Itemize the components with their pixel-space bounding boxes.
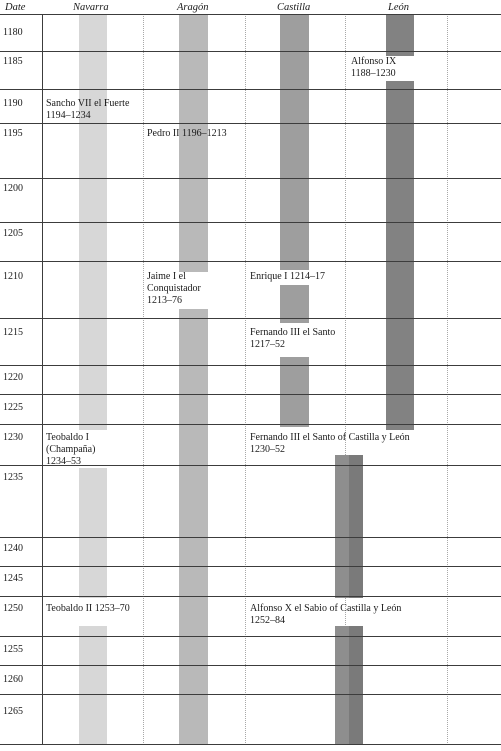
reign-label-teobaldo-i	[46, 432, 95, 468]
reign-dates: 1252–84	[250, 615, 285, 626]
year-label: 1220	[3, 372, 23, 383]
reign-line: Conquistador	[147, 283, 201, 294]
reign-name: Fernando III el Santo of Castilla y León	[250, 432, 410, 443]
year-label: 1200	[3, 183, 23, 194]
year-label: 1185	[3, 56, 23, 67]
year-label: 1260	[3, 674, 23, 685]
row-rule	[0, 744, 501, 745]
reign-name: Alfonso IX	[351, 56, 397, 67]
reign-label-fernando-iii-castilla-leon	[250, 432, 410, 456]
bar-leon-predecessor	[386, 14, 414, 56]
header-navarra: Navarra	[73, 2, 109, 13]
reign-line: Jaime I el	[147, 271, 186, 282]
reign-text: Pedro II 1196–1213	[147, 128, 227, 139]
row-rule	[0, 394, 501, 395]
year-label: 1195	[3, 128, 23, 139]
reign-line: (Champaña)	[46, 444, 96, 455]
reign-name: Alfonso X el Sabio of Castilla y León	[250, 603, 402, 614]
header-leon: León	[388, 2, 409, 13]
year-label: 1250	[3, 603, 23, 614]
year-label: 1225	[3, 402, 23, 413]
year-label: 1230	[3, 432, 23, 443]
row-rule	[0, 596, 501, 597]
bar-aragon-pedro-ii	[179, 14, 208, 272]
row-rule	[0, 123, 501, 124]
reign-dates: 1194–1234	[46, 110, 91, 121]
year-label: 1205	[3, 228, 23, 239]
reign-label-pedro-ii	[147, 128, 227, 140]
reign-label-enrique-i	[250, 271, 325, 283]
row-rule	[0, 694, 501, 695]
year-label: 1235	[3, 472, 23, 483]
bar-navarra-teobaldo-ii	[79, 626, 107, 745]
reign-label-fernando-iii	[250, 327, 335, 351]
header-rule	[0, 14, 501, 15]
reign-line: Teobaldo I	[46, 432, 89, 443]
reign-text: Enrique I 1214–17	[250, 271, 325, 282]
row-rule	[0, 89, 501, 90]
year-label: 1210	[3, 271, 23, 282]
reign-line: 1234–53	[46, 456, 81, 467]
header-aragon: Aragón	[177, 2, 209, 13]
row-rule	[0, 537, 501, 538]
row-rule	[0, 566, 501, 567]
reign-label-alfonso-x	[250, 603, 401, 627]
row-rule	[0, 665, 501, 666]
bar-castilla-predecessor	[280, 14, 309, 270]
bar-castilla-leon-fernando-iii	[335, 455, 363, 598]
year-label: 1245	[3, 573, 23, 584]
reign-dates: 1230–52	[250, 444, 285, 455]
year-label: 1240	[3, 543, 23, 554]
year-label: 1255	[3, 644, 23, 655]
reign-text: Teobaldo II 1253–70	[46, 603, 130, 614]
bar-leon-alfonso-ix	[386, 81, 414, 430]
header-castilla: Castilla	[277, 2, 311, 13]
reign-name: Fernando III el Santo	[250, 327, 336, 338]
row-rule	[0, 365, 501, 366]
year-label: 1265	[3, 706, 23, 717]
year-label: 1180	[3, 27, 23, 38]
row-rule	[0, 178, 501, 179]
bar-castilla-leon-alfonso-x	[335, 626, 363, 745]
year-label: 1190	[3, 98, 23, 109]
row-rule	[0, 636, 501, 637]
header-date: Date	[5, 2, 26, 13]
reign-label-sancho-vii	[46, 98, 129, 122]
reign-label-teobaldo-ii	[46, 603, 130, 615]
reign-name: Sancho VII el Fuerte	[46, 98, 130, 109]
bar-aragon-jaime-i	[179, 309, 208, 745]
bar-navarra-teobaldo-i	[79, 468, 107, 598]
row-rule	[0, 222, 501, 223]
reign-label-alfonso-ix	[351, 56, 396, 80]
reign-dates: 1188–1230	[351, 68, 396, 79]
year-label: 1215	[3, 327, 23, 338]
reign-dates: 1217–52	[250, 339, 285, 350]
reign-label-jaime-i	[147, 271, 201, 307]
row-rule	[0, 318, 501, 319]
reign-line: 1213–76	[147, 295, 182, 306]
row-rule	[0, 51, 501, 52]
bar-castilla-fernando-iii	[280, 357, 309, 427]
row-rule	[0, 424, 501, 425]
row-rule	[0, 261, 501, 262]
